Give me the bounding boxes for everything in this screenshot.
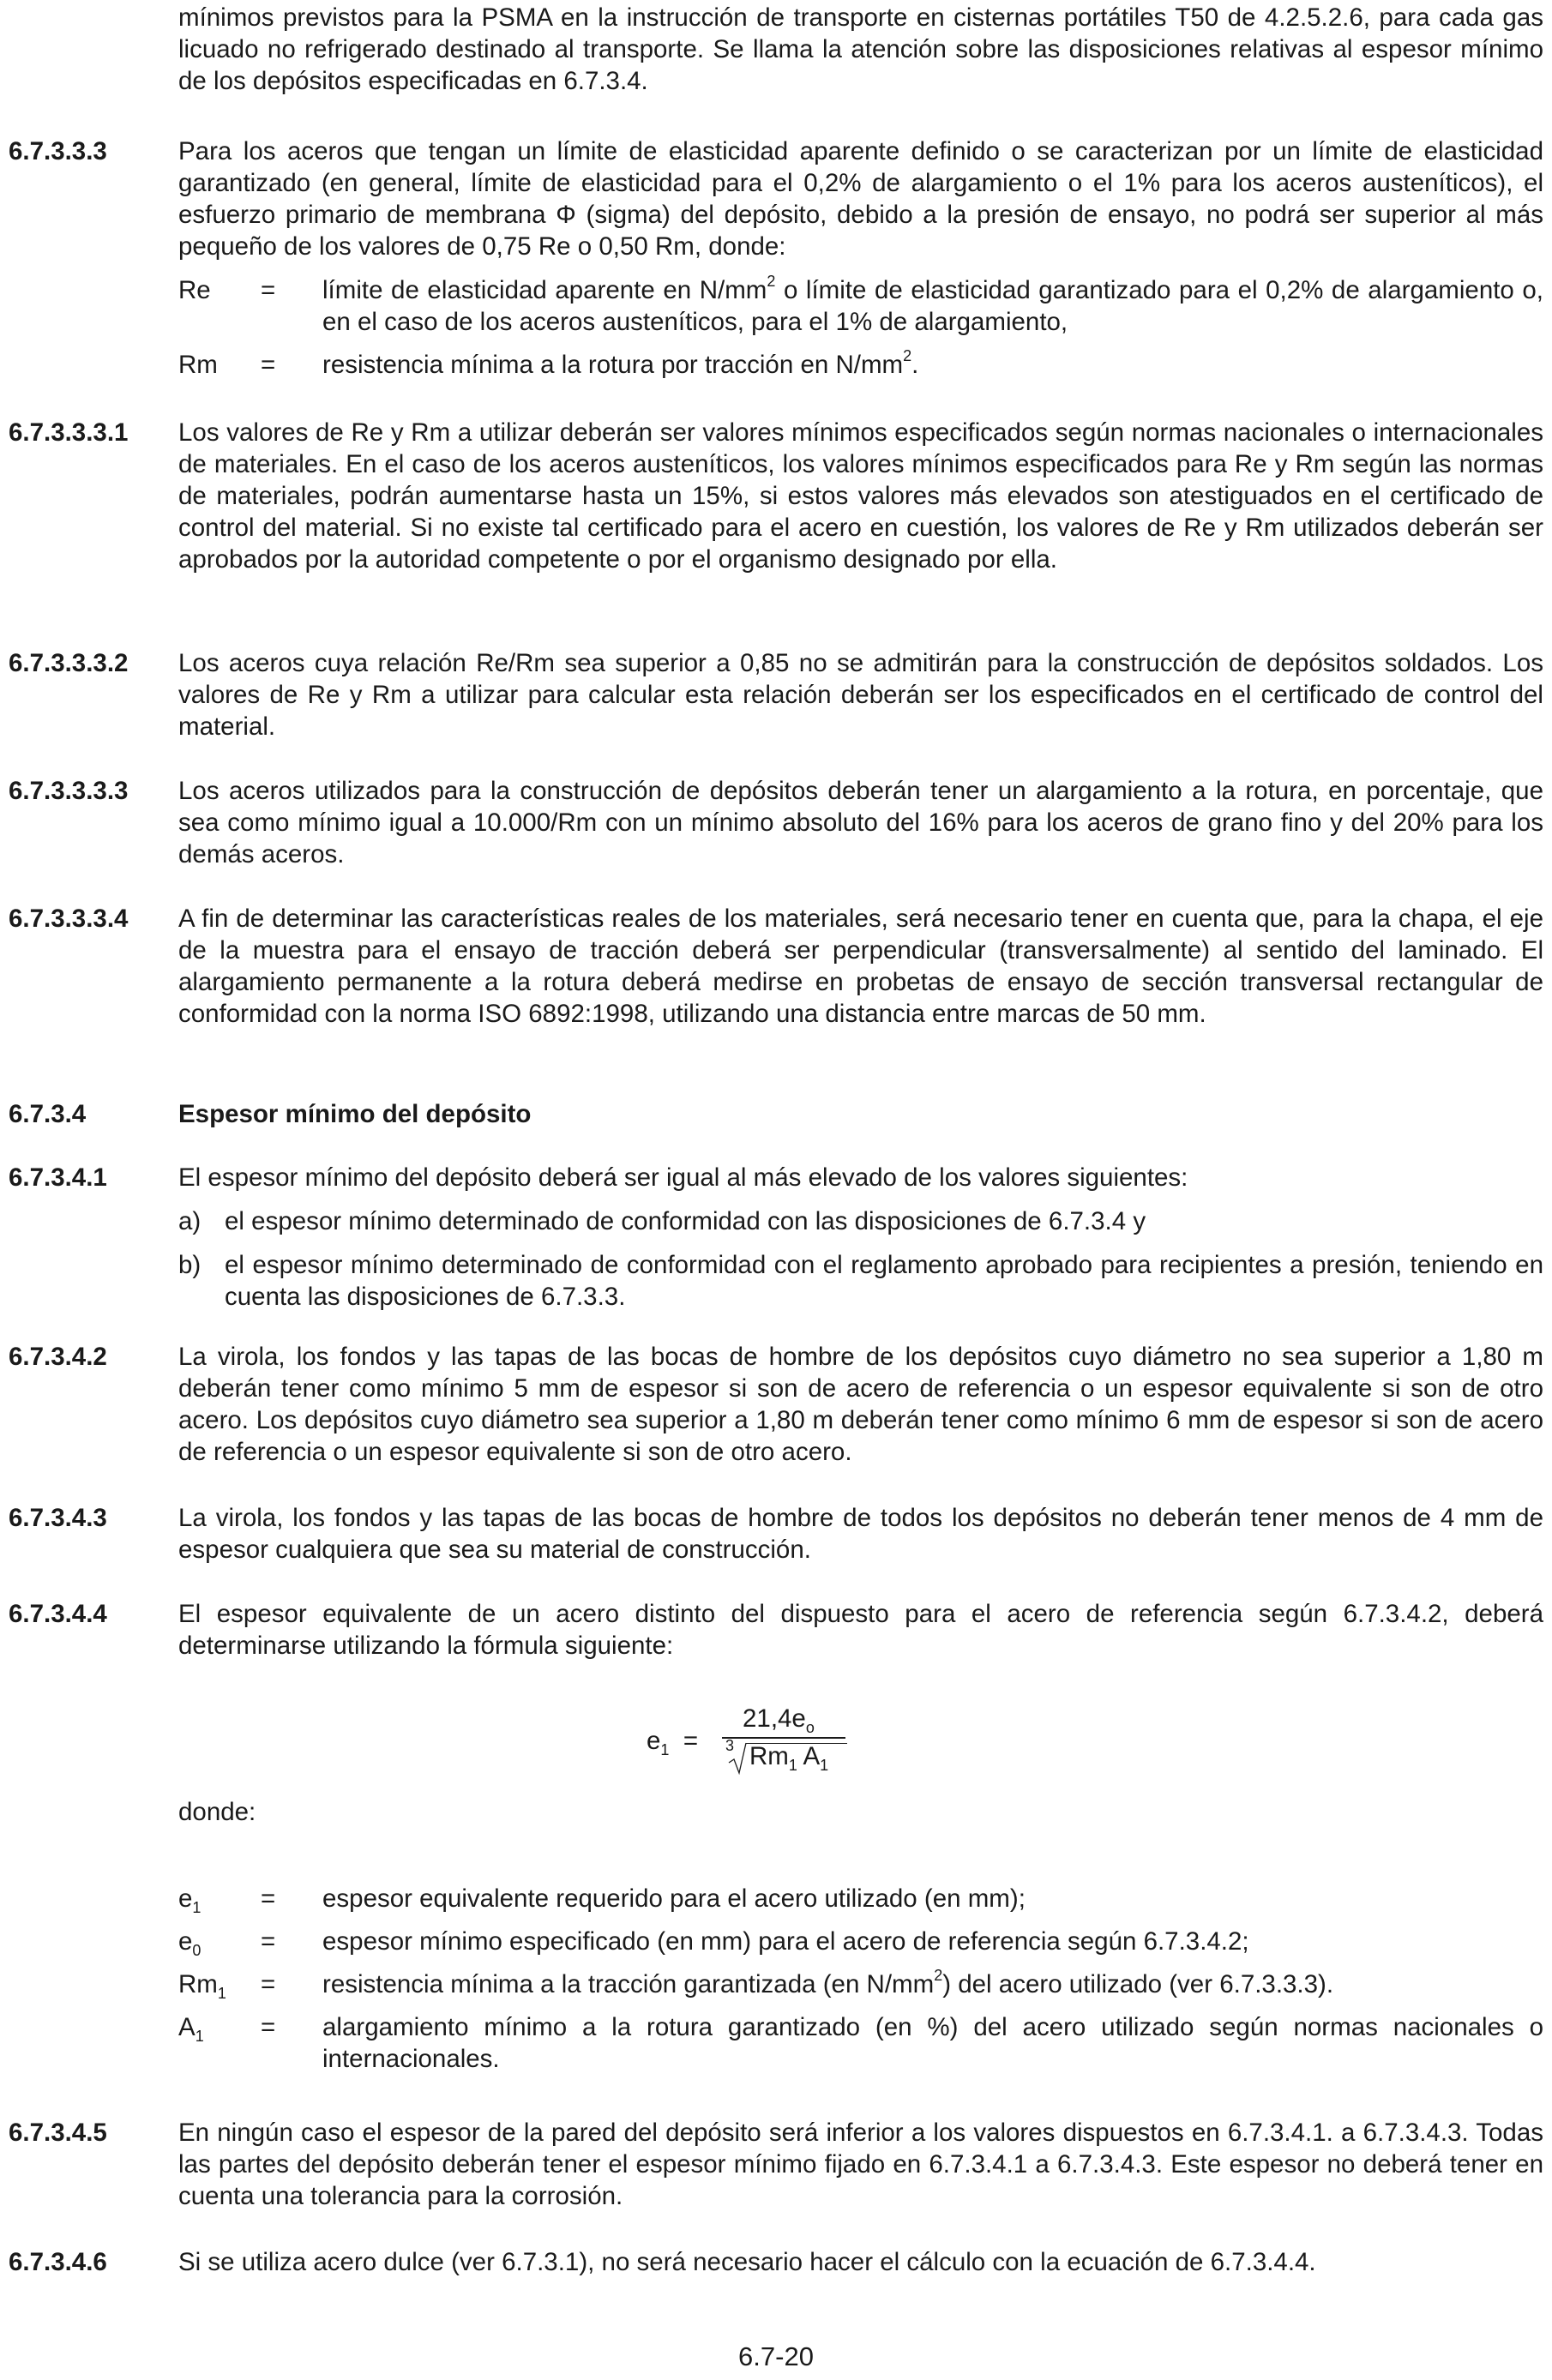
definition-equals: = [261,1884,276,1913]
definition-description: espesor mínimo especificado (en mm) para el acero de referencia según 6.7.3.4.2; [322,1927,1249,1956]
paragraph-number: 6.7.3.4.3 [9,1504,107,1532]
definition-equals: = [261,2013,276,2041]
paragraph-number: 6.7.3.4.2 [9,1343,107,1371]
definition-symbol: Re [178,276,211,304]
definition-description: espesor equivalente requerido para el acero utilizado (en mm); [322,1884,1026,1913]
paragraph-text: mínimos previstos para la PSMA en la instrucción de transporte en cisternas portátiles T50 de 4.2.5.2.6, para cada gas licuado no refrigerado destinado al transporte. Se llama la atención sobre las disposiciones relativas al espesor mínimo de los depósitos especificadas en 6.7.3.4. [178,3,1543,95]
root-index: 3 [725,1737,735,1754]
list-item-label: a) [178,1207,202,1235]
definition-description: resistencia mínima a la rotura por tracción en $N/mm^2$. [322,347,919,379]
definition-symbol: Rm [178,351,218,379]
paragraph-text: Para los aceros que tengan un límite de elasticidad aparente definido o se caracterizan por un límite de elasticidad garantizado (en general, límite de elasticidad para el 0,2% de alargamiento o el 1% para los aceros austeníticos), el esfuerzo primario de membrana Φ (sigma) del depósito, debido a la presión de ensayo, no podrá ser superior al más pequeño de los valores de 0,75 Re o 0,50 Rm, donde: [178,137,1543,261]
paragraph-text: La virola, los fondos y las tapas de las bocas de hombre de todos los depósitos no deberán tener menos de 4 mm de espesor cualquiera que sea su material de construcción. [178,1504,1543,1564]
definition-equals: = [261,1970,276,1998]
page-number: 6.7-20 [738,2341,814,2371]
list-item-b [178,1249,1543,1313]
paragraph-text: El espesor mínimo del depósito deberá ser igual al más elevado de los valores siguientes: [178,1163,1188,1192]
paragraph-text: En ningún caso el espesor de la pared del depósito será inferior a los valores dispuestos en 6.7.3.4.1. a 6.7.3.4.3. Todas las partes del depósito deberán tener el espesor mínimo fijado en 6.7.3.4.1 a 6.7.3.4.3. Este espesor no deberá tener en cuenta una tolerancia para la corrosión. [178,2119,1543,2210]
list-item-label: b) [178,1251,202,1279]
definition-equals: = [261,1927,276,1956]
definition-re [178,274,1543,338]
definition-rm [178,349,1543,381]
formula-lhs: $e_1$ = [647,1727,699,1758]
definition-symbol: $Rm_1$ [178,1970,226,2002]
paragraph-text: La virola, los fondos y las tapas de las bocas de hombre de los depósitos cuyo diámetro no sea superior a 1,80 m deberán tener como mínimo 5 mm de espesor si son de acero de referencia o un espesor equivalente si son de otro acero. Los depósitos cuyo diámetro sea superior a 1,80 m deberán tener como mínimo 6 mm de espesor si son de acero de referencia o un espesor equivalente si son de otro acero. [178,1343,1543,1466]
paragraph-number: 6.7.3.3.3.4 [9,905,129,933]
definition-equals: = [261,351,276,379]
formula-numerator: $21,4e_o$ [743,1704,815,1736]
list-item-text: el espesor mínimo determinado de conformidad con las disposiciones de 6.7.3.4 y [225,1207,1146,1235]
definition-e0 [178,1926,1543,1957]
section-heading: Espesor mínimo del depósito [178,1100,532,1128]
list-item-text: el espesor mínimo determinado de conformidad con el reglamento aprobado para recipientes a presión, teniendo en cuenta las disposiciones de 6.7.3.3. [225,1251,1543,1311]
paragraph-text: Si se utiliza acero dulce (ver 6.7.3.1), no será necesario hacer el cálculo con la ecuación de 6.7.3.4.4. [178,2248,1316,2276]
cube-root-sign-icon [722,1739,748,1775]
definition-rm1 [178,1968,1543,2000]
paragraph-number: 6.7.3.4.4 [9,1600,107,1628]
thickness-formula [643,1703,900,1797]
definition-list-re-rm [178,274,1543,392]
paragraph-text: A fin de determinar las características reales de los materiales, será necesario tener en cuenta que, para la chapa, el eje de la muestra para el ensayo de tracción deberá ser perpendicular (transversalmente) al sentido del laminado. El alargamiento permanente a la rotura deberá medirse en probetas de ensayo de sección transversal rectangular de conformidad con la norma ISO 6892:1998, utilizando una distancia entre marcas de 50 mm. [178,905,1543,1028]
donde-label: donde: [178,1798,256,1826]
definition-e1 [178,1883,1543,1914]
definition-description: resistencia mínima a la tracción garantizada (en $N/mm^2$) del acero utilizado (ver 6.7.3.3.3). [322,1967,1334,1998]
formula-denominator: $Rm_1$ $A_1$ [749,1742,829,1774]
list-item-a [178,1205,1543,1237]
paragraph-number: 6.7.3.4.6 [9,2248,107,2276]
definition-a1 [178,2011,1543,2075]
paragraph-number: 6.7.3.3.3.1 [9,418,129,447]
definition-description: límite de elasticidad aparente en $N/mm^2$ o límite de elasticidad garantizado para el 0,2% de alargamiento o, en el caso de los aceros austeníticos, para el 1% de alargamiento, [322,273,1543,336]
section-number: 6.7.3.4 [9,1100,87,1128]
paragraph-number: 6.7.3.3.3 [9,137,107,165]
paragraph-number: 6.7.3.4.1 [9,1163,107,1192]
paragraph-number: 6.7.3.3.3.2 [9,649,129,677]
definition-symbol: $A_1$ [178,2013,204,2045]
paragraph-text: El espesor equivalente de un acero distinto del dispuesto para el acero de referencia según 6.7.3.4.2, deberá determinarse utilizando la fórmula siguiente: [178,1600,1543,1660]
paragraph-text: Los valores de Re y Rm a utilizar deberán ser valores mínimos especificados según normas nacionales o internacionales de materiales. En el caso de los aceros austeníticos, los valores mínimos especificados para Re y Rm según las normas de materiales, podrán aumentarse hasta un 15%, si estos valores más elevados son atestiguados en el certificado de control del material. Si no existe tal certificado para el acero en cuestión, los valores de Re y Rm utilizados deberán ser aprobados por la autoridad competente o por el organismo designado por ella. [178,418,1543,574]
definition-description: alargamiento mínimo a la rotura garantizado (en %) del acero utilizado según normas nacionales o internacionales. [322,2013,1543,2073]
paragraph-number: 6.7.3.3.3.3 [9,777,129,805]
definition-symbol: $e_0$ [178,1927,202,1959]
definition-list-e1-a1 [178,1883,1543,2086]
paragraph-body [178,1162,1543,1313]
paragraph-text: Los aceros utilizados para la construcción de depósitos deberán tener un alargamiento a la rotura, en porcentaje, que sea como mínimo igual a 10.000/Rm con un mínimo absoluto del 16% para los aceros de grano fino y del 20% para los demás aceros. [178,777,1543,868]
definition-equals: = [261,276,276,304]
definition-symbol: $e_1$ [178,1884,202,1916]
paragraph-number: 6.7.3.4.5 [9,2119,107,2147]
paragraph-text: Los aceros cuya relación Re/Rm sea superior a 0,85 no se admitirán para la construcción de depósitos soldados. Los valores de Re y Rm a utilizar para calcular esta relación deberán ser los especificados en el certificado de control del material. [178,649,1543,741]
